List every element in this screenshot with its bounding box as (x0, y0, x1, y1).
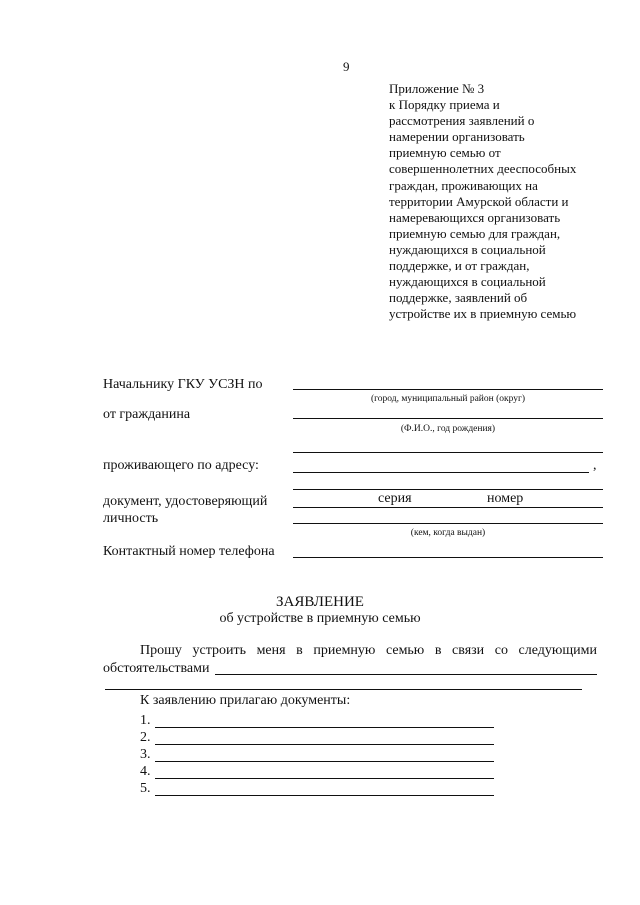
addressee-line[interactable] (293, 389, 603, 390)
issued-hint: (кем, когда выдан) (410, 528, 486, 538)
name-extra-line[interactable] (293, 452, 603, 453)
annex-line: рассмотрения заявлений о (389, 113, 535, 129)
attachment-item-line[interactable] (155, 778, 494, 779)
addressee-hint: (город, муниципальный район (округ) (370, 394, 526, 404)
from-label: от гражданина (103, 407, 191, 422)
from-line[interactable] (293, 418, 603, 419)
phone-label: Контактный номер телефона (103, 544, 275, 559)
series-number-line[interactable] (293, 507, 603, 508)
page-number: 9 (343, 59, 350, 74)
address-extra-line[interactable] (293, 489, 603, 490)
statement-title: ЗАЯВЛЕНИЕ (276, 594, 364, 610)
annex-line: поддержке, и от граждан, (389, 258, 530, 274)
annex-line: территории Амурской области и (389, 193, 569, 209)
annex-line: нуждающихся в социальной (389, 274, 546, 290)
annex-line: совершеннолетних дееспособных (389, 161, 577, 177)
series-label: серия (378, 491, 412, 506)
number-label: номер (487, 491, 524, 506)
statement-body-line1: Прошу устроить меня в приемную семью в связи со следующими (140, 643, 597, 658)
id-document-label-2: личность (103, 511, 159, 526)
from-hint: (Ф.И.О., год рождения) (400, 424, 496, 434)
attachment-item-number: 5. (140, 781, 151, 796)
annex-line: намеревающихся организовать (389, 209, 561, 225)
annex-line: граждан, проживающих на (389, 177, 538, 193)
attachments-intro: К заявлению прилагаю документы: (140, 693, 351, 708)
annex-line: Приложение № 3 (389, 81, 485, 96)
annex-line: намерении организовать (389, 129, 525, 145)
attachment-item-line[interactable] (155, 744, 494, 745)
annex-line: устройстве их в приемную семью (389, 306, 577, 322)
phone-line[interactable] (293, 557, 603, 558)
attachment-item-number: 2. (140, 730, 151, 745)
attachment-item-number: 4. (140, 764, 151, 779)
address-comma: , (593, 458, 597, 473)
address-line[interactable] (293, 472, 589, 473)
attachment-item-line[interactable] (155, 795, 494, 796)
annex-line: приемную семью от (389, 145, 501, 161)
statement-body-line2: обстоятельствами (103, 661, 210, 676)
annex-line: поддержке, заявлений об (389, 290, 528, 306)
attachment-item-number: 3. (140, 747, 151, 762)
attachment-item-line[interactable] (155, 761, 494, 762)
annex-line: нуждающихся в социальной (389, 241, 546, 257)
annex-line: к Порядку приема и (389, 97, 500, 113)
address-label: проживающего по адресу: (103, 458, 259, 473)
attachment-item-line[interactable] (155, 727, 494, 728)
circumstances-line-1[interactable] (215, 674, 597, 675)
addressee-label: Начальнику ГКУ УСЗН по (103, 377, 263, 392)
statement-subtitle: об устройстве в приемную семью (219, 611, 421, 626)
id-document-label: документ, удостоверяющий (103, 494, 268, 509)
issued-line[interactable] (293, 523, 603, 524)
circumstances-line-2[interactable] (105, 689, 582, 690)
annex-reference (389, 81, 629, 322)
annex-line: приемную семью для граждан, (389, 225, 561, 241)
attachment-item-number: 1. (140, 713, 151, 728)
